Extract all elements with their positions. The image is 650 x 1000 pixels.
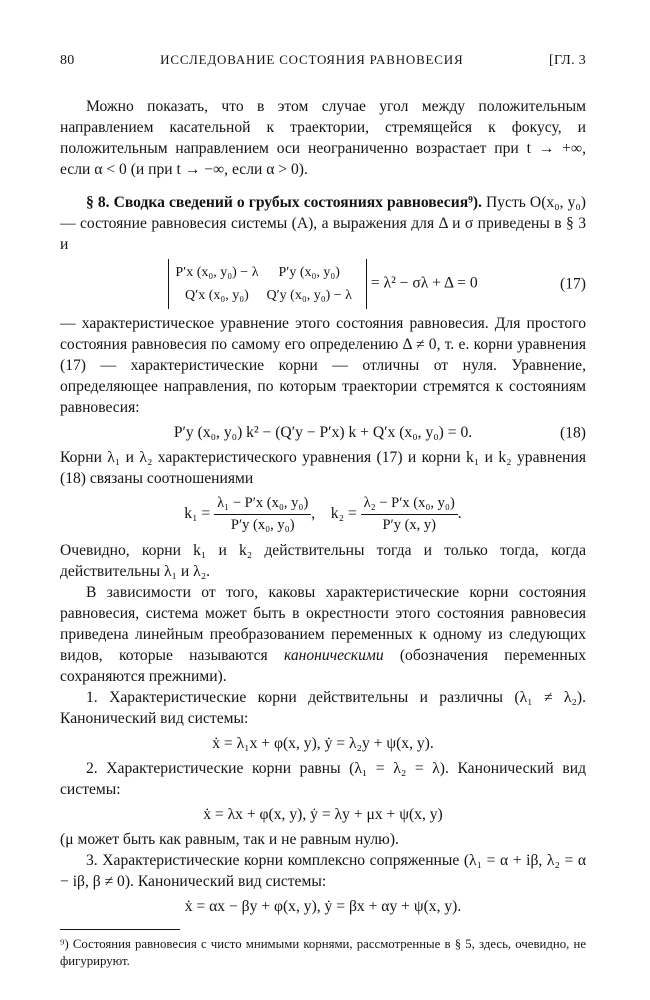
case2-paragraph: 2. Характеристические корни равны (λ₁ = λ₂ = λ). Канонический вид системы: bbox=[60, 760, 586, 798]
k2-numerator: λ₂ − P′x (x₀, y₀) bbox=[361, 493, 458, 515]
k1-numerator: λ₁ − P′x (x₀, y₀) bbox=[214, 493, 311, 515]
k-relations bbox=[60, 493, 586, 536]
det-cell-22: Q′y (x₀, y₀) − λ bbox=[266, 288, 352, 303]
canonical-text-pre: В зависимости от того, каковы характеристические корни состояния равновесия, система может быть в окрестности этого состояния равновесия приведена линейным преобразованием переменных к одному из следующих видов, которые называются bbox=[60, 584, 586, 664]
case1-system bbox=[60, 733, 586, 754]
running-title: ИССЛЕДОВАНИЕ СОСТОЯНИЯ РАВНОВЕСИЯ bbox=[160, 52, 464, 67]
k1-fraction bbox=[214, 493, 311, 536]
roots-paragraph: Корни λ₁ и λ₂ характеристического уравнения (17) и корни k₁ и k₂ уравнения (18) связаны соотношениями bbox=[60, 449, 586, 487]
k1-denominator: P′y (x₀, y₀) bbox=[230, 517, 295, 533]
canonical-paragraph bbox=[60, 582, 586, 687]
canonical-text-post: (обозначения переменных сохраняются прежними). bbox=[60, 647, 586, 685]
case3-paragraph: 3. Характеристические корни комплексно сопряженные (λ₁ = α + iβ, λ₂ = α − iβ, β ≠ 0). Канонический вид системы: bbox=[60, 852, 586, 890]
char-eq-paragraph: — характеристическое уравнение этого состояния равновесия. Для простого состояния равновесия по самому его определению Δ ≠ 0, т. е. корни уравнения (17) — характеристические корни — отличны от нуля. Уравнение, определяющее направления, по которым траектории стремятся к состояниям равновесия: bbox=[60, 315, 586, 416]
k-end: . bbox=[457, 505, 462, 523]
case2-note: (μ может быть как равным, так и не равным нулю). bbox=[60, 831, 399, 848]
case2-system bbox=[60, 804, 586, 825]
equation-18-number: (18) bbox=[560, 424, 586, 441]
det-cell-21: Q′x (x₀, y₀) bbox=[185, 288, 249, 303]
section-title: § 8. Сводка сведений о грубых состояниях равновесия⁹). bbox=[86, 194, 482, 211]
section-lead: Пусть O(x₀, y₀) — состояние равновесия системы (А), а выражения для Δ и σ приведены в § 3 и bbox=[60, 194, 586, 253]
footnote: ⁹) Состояния равновесия с чисто мнимыми корнями, рассмотренные в § 5, здесь, очевидно, не фигурируют. bbox=[60, 937, 586, 968]
case1-paragraph: 1. Характеристические корни действительны и различны (λ₁ ≠ λ₂). Канонический вид системы: bbox=[60, 689, 586, 727]
equation-17 bbox=[60, 259, 586, 309]
equation-17-rhs: = λ² − σλ + Δ = 0 bbox=[370, 274, 478, 292]
det-cell-11: P′x (x₀, y₀) − λ bbox=[175, 265, 259, 280]
real-roots-paragraph: Очевидно, корни k₁ и k₂ действительны тогда и только тогда, когда действительны λ₁ и λ₂. bbox=[60, 542, 586, 580]
k-separator: , bbox=[311, 505, 316, 523]
chapter-label: [ГЛ. 3 bbox=[549, 53, 586, 68]
determinant bbox=[168, 259, 367, 309]
intro-paragraph: Можно показать, что в этом случае угол между положительным направлением касательной к траектории, стремящейся к фокусу, и положительным направлением оси неограниченно возрастает при t → +∞, если α < 0 (и при t → −∞, если α > 0). bbox=[60, 98, 586, 178]
det-cell-12: P′y (x₀, y₀) bbox=[278, 265, 340, 280]
case3-system bbox=[60, 896, 586, 917]
k1-lhs: k₁ = bbox=[184, 505, 211, 523]
case3-equations: ẋ = αx − βy + φ(x, y), ẏ = βx + αy + ψ(x, y). bbox=[184, 898, 462, 915]
equation-18-text: P′y (x₀, y₀) k² − (Q′y − P′x) k + Q′x (x₀, y₀) = 0. bbox=[173, 424, 473, 441]
running-header bbox=[60, 52, 586, 82]
k2-lhs: k₂ = bbox=[330, 505, 357, 523]
equation-18 bbox=[60, 422, 586, 443]
case2-equations: ẋ = λx + φ(x, y), ẏ = λy + μx + ψ(x, y) bbox=[203, 806, 443, 823]
section-paragraph bbox=[60, 192, 586, 255]
k2-fraction bbox=[361, 493, 458, 536]
canonical-term: каноническими bbox=[283, 647, 384, 664]
k2-denominator: P′y (x, y) bbox=[382, 517, 436, 533]
case1-equations: ẋ = λ₁x + φ(x, y), ẏ = λ₂y + ψ(x, y). bbox=[212, 735, 434, 752]
equation-17-number: (17) bbox=[560, 275, 586, 293]
page-number: 80 bbox=[60, 53, 75, 68]
book-page bbox=[60, 52, 586, 970]
footnote-rule bbox=[60, 929, 180, 930]
